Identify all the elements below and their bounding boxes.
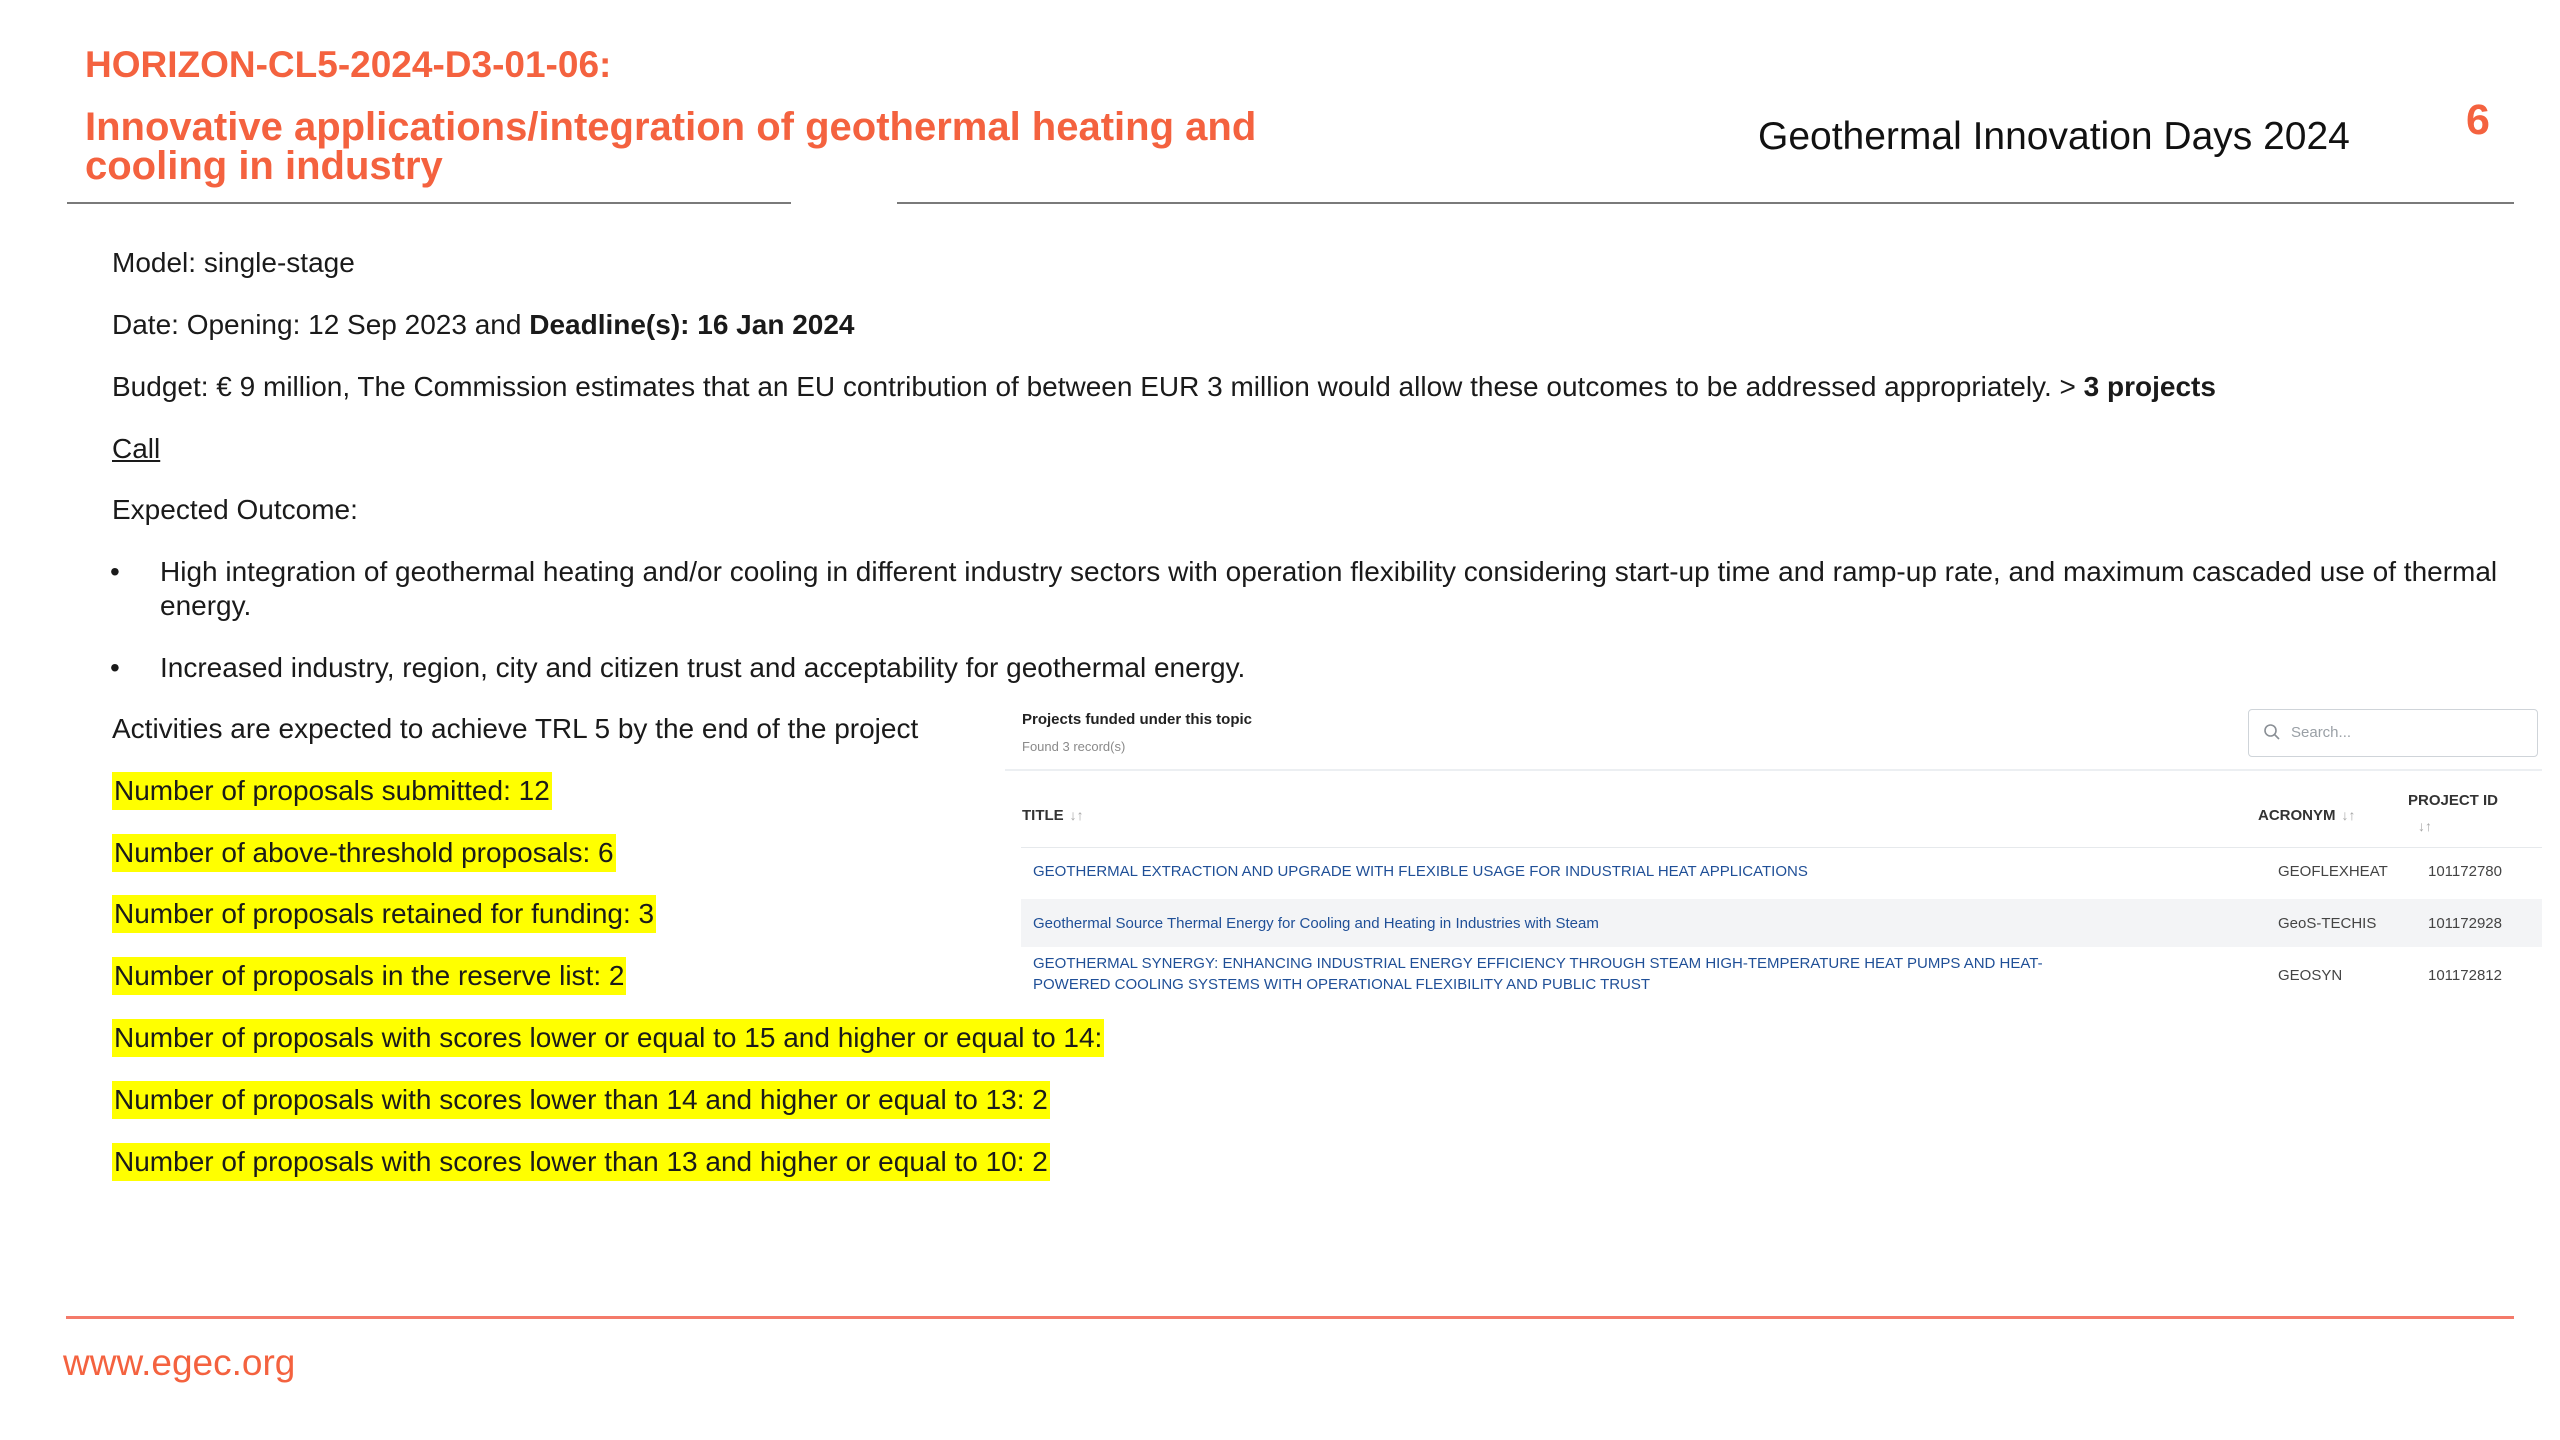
panel-title: Projects funded under this topic — [1022, 711, 1253, 728]
panel-divider — [1005, 769, 2542, 771]
table-row[interactable] — [1021, 849, 2542, 897]
footer-url[interactable]: www.egec.org — [63, 1342, 296, 1383]
project-title-link[interactable]: Geothermal Source Thermal Energy for Cooling and Heating in Industries with Steam — [1033, 915, 1599, 932]
trl-line: Activities are expected to achieve TRL 5 by the end of the project — [112, 713, 919, 744]
column-header-title[interactable]: TITLE ↓↑ — [1022, 807, 1084, 824]
topic-code: HORIZON-CL5-2024-D3-01-06: — [85, 44, 612, 85]
footer-divider — [66, 1316, 2514, 1319]
row-divider — [1021, 847, 2542, 848]
search-input[interactable] — [2248, 709, 2538, 757]
date-deadline: Deadline(s): 16 Jan 2024 — [529, 309, 855, 340]
column-header-project-id[interactable]: PROJECT ID — [2408, 792, 2499, 809]
event-name: Geothermal Innovation Days 2024 — [1758, 115, 2350, 158]
project-id: 101172812 — [2428, 967, 2502, 984]
project-id: 101172928 — [2428, 915, 2502, 932]
project-id: 101172780 — [2428, 863, 2502, 880]
sort-icon[interactable]: ↓↑ — [2418, 818, 2432, 834]
outcome-bullet-1: High integration of geothermal heating and/or cooling in different industry sectors with operation flexibility considering start-up time and ramp-up rate, and maximum cascaded use of thermal energy. — [160, 556, 2498, 621]
record-count: Found 3 record(s) — [1022, 739, 1126, 754]
project-acronym: GeoS-TECHIS — [2278, 915, 2377, 932]
date-line — [112, 309, 855, 341]
budget-projects: 3 projects — [2083, 371, 2216, 402]
header-divider-right — [897, 202, 2514, 204]
bullet-marker: • — [110, 652, 120, 683]
sort-icon[interactable]: ↓↑ — [2341, 807, 2356, 823]
stat-reserve: Number of proposals in the reserve list: 2 — [112, 957, 626, 995]
project-title-link[interactable]: GEOTHERMAL SYNERGY: ENHANCING INDUSTRIAL ENERGY EFFICIENCY THROUGH STEAM HIGH-TEMPERATURE HEAT PUMPS AND HEAT- — [1033, 955, 2043, 972]
project-acronym: GEOSYN — [2278, 967, 2343, 984]
table-row[interactable] — [1021, 899, 2542, 947]
projects-panel — [1005, 695, 2560, 1005]
expected-outcome-heading: Expected Outcome: — [112, 494, 358, 525]
table-row[interactable] — [1021, 949, 2542, 1005]
project-acronym: GEOFLEXHEAT — [2278, 863, 2388, 880]
budget-text: Budget: € 9 million, The Commission estimates that an EU contribution of between EUR 3 million would allow these outcomes to be addressed appropriately. > — [112, 371, 2084, 402]
search-placeholder: Search... — [2291, 724, 2352, 741]
project-title-link-line2[interactable]: POWERED COOLING SYSTEMS WITH OPERATIONAL FLEXIBILITY AND PUBLIC TRUST — [1033, 976, 1651, 993]
topic-title: Innovative applications/integration of geothermal heating and cooling in industry — [85, 105, 1257, 188]
stat-score-14-13: Number of proposals with scores lower than 14 and higher or equal to 13: 2 — [112, 1081, 1050, 1119]
bullet-marker: • — [110, 556, 120, 587]
budget-line — [112, 371, 2216, 403]
column-header-acronym[interactable]: ACRONYM ↓↑ — [2258, 807, 2356, 824]
stat-score-15-14: Number of proposals with scores lower or equal to 15 and higher or equal to 14: — [112, 1019, 1104, 1057]
stat-score-13-10: Number of proposals with scores lower than 13 and higher or equal to 10: 2 — [112, 1143, 1050, 1181]
project-title-link[interactable]: GEOTHERMAL EXTRACTION AND UPGRADE WITH FLEXIBLE USAGE FOR INDUSTRIAL HEAT APPLICATIONS — [1033, 863, 1808, 880]
outcome-bullet-2: Increased industry, region, city and citizen trust and acceptability for geothermal energy. — [160, 652, 1246, 683]
search-icon — [2263, 723, 2281, 741]
page-number: 6 — [2466, 96, 2490, 144]
model-line: Model: single-stage — [112, 247, 355, 278]
stat-retained: Number of proposals retained for funding: 3 — [112, 895, 656, 933]
call-link[interactable]: Call — [112, 433, 161, 464]
header-divider-left — [67, 202, 791, 204]
stat-above-threshold: Number of above-threshold proposals: 6 — [112, 834, 616, 872]
stat-submitted: Number of proposals submitted: 12 — [112, 772, 552, 810]
sort-icon[interactable]: ↓↑ — [1069, 807, 1084, 823]
date-opening: Date: Opening: 12 Sep 2023 and — [112, 309, 530, 340]
